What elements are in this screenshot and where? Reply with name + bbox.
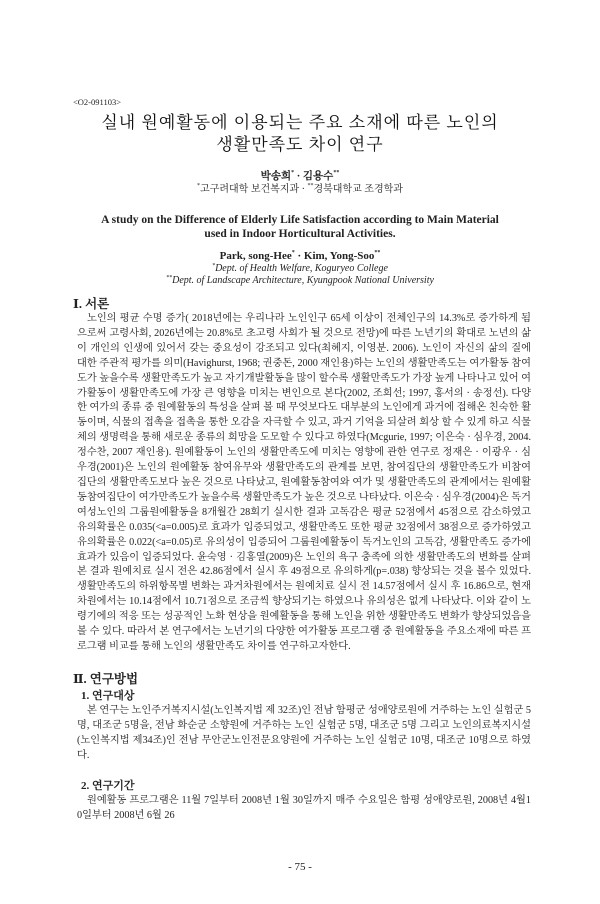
period-paragraph: 원예활동 프로그램은 11월 7일부터 2008년 1월 30일까지 매주 수요일은 함평 성애양로원, 2008년 4월10일부터 2008년 6월 26 (77, 795, 531, 822)
affiliation-mark: * (212, 263, 216, 269)
author-2: Kim, Yong-Soo (303, 250, 375, 262)
affiliation-text: Dept. of Landscape Architecture, Kyungpook National University (172, 275, 434, 286)
affiliation-text: Dept. of Health Welfare, Koguryeo College (215, 263, 388, 274)
subsection-heading-subjects: 1. 연구대상 (81, 689, 135, 702)
author-mark: ** (374, 250, 381, 256)
author-mark: * (291, 170, 295, 176)
section-heading-methods: Ⅱ. 연구방법 (73, 671, 139, 686)
affiliation-mark: ** (307, 183, 314, 189)
affiliation-1: 고구려대학 보건복지과 · (200, 184, 308, 195)
introduction-paragraph: 노인의 평균 수명 증가( 2018년에는 우리나라 노인인구 65세 이상이 전체인구의 14.3%로 증가하게 됨으로써 고령사회, 2026년에는 20.8%로 초고령 사회가 될 것으로 전망)에 따른 노년기의 확대로 노년의 삶이 개인의 인생에 있어서 갖는 중요성이 강조되고 있다(최혜지, 이영분. 2006). 노인이 자신의 삶의 질에 대한 주관적 평가를 의미(Havighurst, 1968; 권중돈, 2000 재인용)하는 노인의 생활만족도는 여가활동 참여도가 높을수록 생활만족도가 높고 자기개발활동을 많이 할수록 생활만족도가 가장 높게 나타나고 있어 여가활동이 생활만족도에 가장 큰 영향을 미치는 변인으로 본다(2002, 조희선; 1997, 홍서의 · 송정선). 다양한 여가의 종류 중 원예활동의 특성을 살펴 볼 때 무엇보다도 대부분의 노인에게 과거에 접해온 친숙한 활동이며, 식물의 접촉을 접촉을 통한 오감을 자극할 수 있고, 과거 기억을 되살려 회상 할 수 있게 하고 식물체의 생명력을 통해 새로운 종류의 희망을 도모할 수 있다고 하였다(Mcgurie, 1997; 이은숙 · 심우경, 2004. 정수찬, 2007 재인용). 원예활동이 노인의 생활만족도에 미치는 영향에 관한 연구로 정재은 · 이광우 · 심우경(2001)은 노인의 원예활동 참여유무와 생활만족도의 관계를 보면, 참여집단의 생활만족도가 비참여집단의 생활만족도보다 높은 것으로 나타났고, 원예활동참여와 여가 및 생활만족도의 관계에서는 원예활동참여집단이 여가만족도가 높을수록 생활만족도가 높은 것으로 나타났다. 이은숙 · 심우경(2004)은 독거여성노인의 그룹원예활동을 8개월간 28회기 실시한 결과 고독감은 평균 52점에서 45점으로 감소하였고 유의확률은 0.035(<a=0.005)로 효과가 입증되었고, 생활만족도 또한 평균 32점에서 38점으로 증가하였고 유의확률은 0.022(<a=0.05)로 유의성이 입증되어 그룹원예활동이 독거노인의 고독감, 생활만족도 증가에 효과가 있음이 입증되었다. 윤숙영 · 김홍열(2009)은 노인의 욕구 충족에 의한 생활만족도의 변화를 살펴 본 결과 원예치료 실시 전은 42.86점에서 실시 후 49점으로 유의하게(p=.038) 향상되는 것을 볼수 있었다. 생활만족도의 하위항목별 변화는 과거차원에서는 원예치료 실시 전 14.57점에서 실시 후 16.86으로, 현재차원에서는 10.14점에서 10.71점으로 조금씩 향상되기는 하였으나 유의성은 없게 나타났다. 이와 같이 노령기에의 적응 또는 성공적인 노화 현상을 원예활동을 통해 노인을 위한 생활만족도 변화가 향상되었음을 볼 수 있다. 따라서 본 연구에서는 노년기의 다양한 여가활동 프로그램 중 원예활동을 주요소재에 따른 프로그램 비교를 통해 노인의 생활만족도 차이를 연구하고자한다. (77, 313, 531, 652)
author-separator: · (294, 171, 303, 182)
subsection-heading-period: 2. 연구기간 (81, 780, 135, 793)
author-mark: * (291, 250, 295, 256)
english-affiliation-2 (0, 275, 600, 287)
english-affiliation-1 (0, 263, 600, 275)
author-2: 김용수 (302, 171, 334, 182)
author-1: 박송희 (260, 171, 292, 182)
paper-code: <O2-091103> (73, 97, 121, 107)
english-title-line-2: used in Indoor Horticultural Activities. (204, 228, 396, 240)
author-separator: · (294, 250, 304, 262)
affiliation-2: 경북대학교 조경학과 (313, 184, 403, 195)
affiliation-mark: ** (166, 275, 173, 281)
affiliation-mark: * (197, 183, 201, 189)
author-1: Park, song-Hee (219, 250, 292, 262)
korean-affiliation (0, 183, 600, 196)
korean-title-line-1: 실내 원예활동에 이용되는 주요 소재에 따른 노인의 (101, 113, 499, 132)
english-authors (0, 250, 600, 263)
page-number: - 75 - (288, 861, 312, 874)
english-title-line-1: A study on the Difference of Elderly Life Satisfaction according to Main Material (101, 214, 499, 226)
author-mark: ** (333, 170, 340, 176)
korean-title-line-2: 생활만족도 차이 연구 (216, 135, 384, 154)
subjects-paragraph: 본 연구는 노인주거복지시설(노인복지법 제 32조)인 전남 함평군 성애양로원에 거주하는 노인 실험군 5명, 대조군 5명을, 전남 화순군 소향원에 거주하는 노인 실험군 5명, 대조군 5명 그리고 노인의료복지시설(노인복지법 제34조)인 전남 무안군노인전문요양원에 거주하는 노인 실험군 10명, 대조군 10명으로 하였다. (77, 704, 531, 761)
section-heading-introduction: Ⅰ. 서론 (73, 297, 110, 311)
korean-authors (0, 170, 600, 183)
